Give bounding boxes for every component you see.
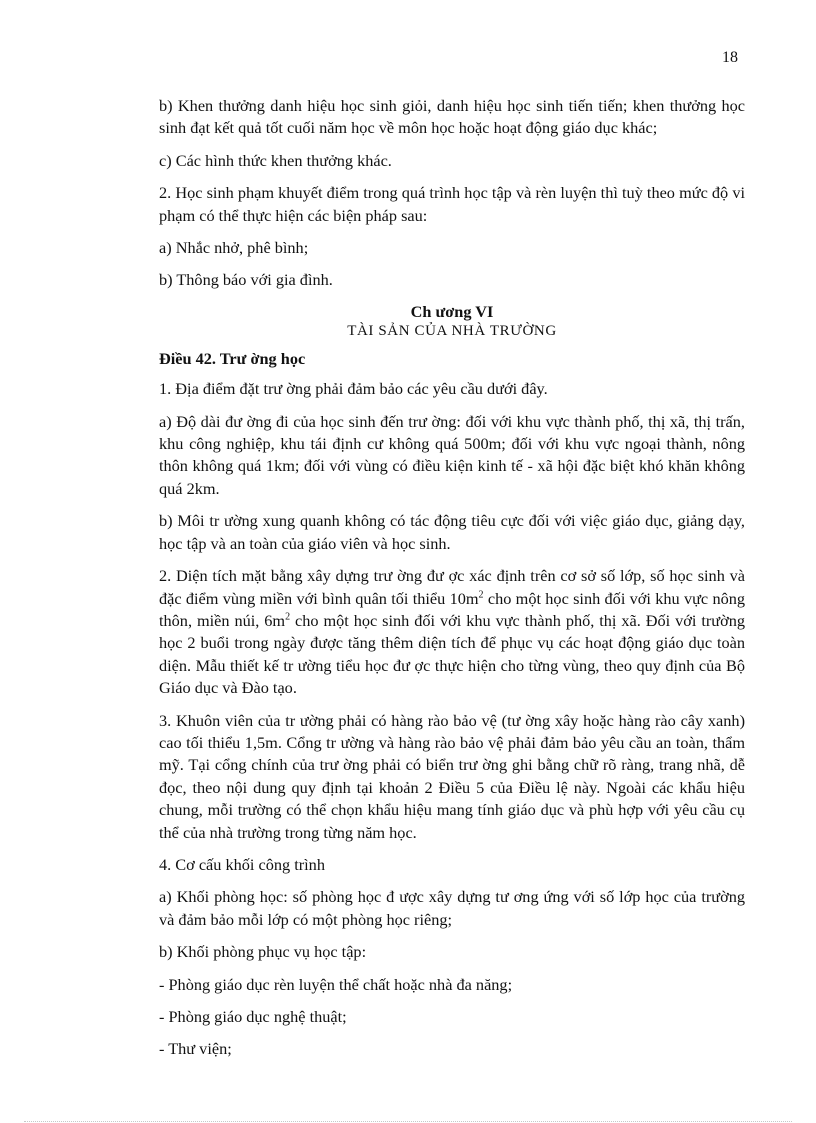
chapter-number: Ch ương VI: [410, 301, 494, 321]
footer-divider: [24, 1121, 792, 1122]
document-body: [159, 95, 745, 1071]
paragraph-area: [159, 565, 745, 699]
paragraph: b) Khen thưởng danh hiệu học sinh giỏi, danh hiệu học sinh tiến tiến; khen thưởng học sinh đạt kết quả tốt cuối năm học về môn học hoặc hoạt động giáo dục khác;: [159, 96, 745, 138]
paragraph: b) Thông báo với gia đình.: [159, 270, 333, 290]
paragraph: a) Nhắc nhở, phê bình;: [159, 238, 309, 258]
paragraph: 3. Khuôn viên của tr ường phải có hàng rào bảo vệ (tư ờng xây hoặc hàng rào cây xanh) cao tối thiểu 1,5m. Cổng tr ường và hàng rào bảo vệ phải đảm bảo yêu cầu an toàn, thẩm mỹ. Tại cổng chính của trư ờng phải có biển trư ờng ghi bằng chữ rõ ràng, trang nhã, dễ đọc, theo nội dung quy định tại khoản 2 Điều 5 của Điều lệ này. Ngoài các khẩu hiệu chung, mỗi trường có thể chọn khẩu hiệu mang tính giáo dục và phù hợp với yêu cầu cụ thể của nhà trường trong từng năm học.: [159, 710, 745, 842]
superscript: 2: [478, 589, 484, 601]
article-heading: Điều 42. Trư ờng học: [159, 348, 306, 368]
text-run: cho một học sinh đối với khu vực nông thôn, miền núi, 6m: [159, 588, 746, 630]
chapter-title: TÀI SẢN CỦA NHÀ TRƯỜNG: [347, 322, 557, 339]
paragraph: 2. Học sinh phạm khuyết điểm trong quá trình học tập và rèn luyện thì tuỳ theo mức độ vi phạm có thể thực hiện các biện pháp sau:: [159, 183, 745, 225]
paragraph: c) Các hình thức khen thưởng khác.: [159, 150, 392, 170]
list-item: - Phòng giáo dục nghệ thuật;: [159, 1007, 347, 1026]
paragraph: 1. Địa điểm đặt trư ờng phải đảm bảo các yêu cầu dưới đây.: [159, 379, 548, 399]
paragraph: a) Khối phòng học: số phòng học đ ược xây dựng tư ơng ứng với số lớp học của trường và đảm bảo mỗi lớp có một phòng học riêng;: [159, 887, 745, 929]
paragraph: 4. Cơ cấu khối công trình: [159, 854, 325, 874]
list-item: - Thư viện;: [159, 1039, 232, 1059]
text-run: 2. Diện tích mặt bằng xây dựng trư ờng đư ợc xác định trên cơ sở số lớp, số học sinh và đặc điểm vùng miền với bình quân tối thiểu 10m: [159, 566, 745, 608]
paragraph: a) Độ dài đư ờng đi của học sinh đến trư ờng: đối với khu vực thành phố, thị xã, thị trấn, khu công nghiệp, khu tái định cư không quá 500m; đối với khu vực ngoại thành, nông thôn không quá 1km; đối với vùng có điều kiện kinh tế - xã hội đặc biệt khó khăn không quá 2km.: [159, 411, 745, 498]
text-run: cho một học sinh đối với khu vực thành phố, thị xã. Đối với trường học 2 buổi trong ngày được tăng thêm diện tích để phục vụ các hoạt động giáo dục toàn diện. Mẫu thiết kế tr ường tiểu học đư ợc thực hiện cho từng vùng, theo quy định của Bộ Giáo dục và Đào tạo.: [159, 610, 745, 698]
paragraph: b) Khối phòng phục vụ học tập:: [159, 942, 367, 962]
chapter-heading: [159, 302, 745, 340]
superscript: 2: [285, 611, 291, 623]
list-item: - Phòng giáo dục rèn luyện thể chất hoặc nhà đa năng;: [159, 974, 513, 994]
paragraph: b) Môi tr ường xung quanh không có tác động tiêu cực đối với việc giáo dục, giảng dạy, học tập và an toàn của giáo viên và học sinh.: [159, 511, 745, 553]
page-number: 18: [722, 49, 738, 66]
